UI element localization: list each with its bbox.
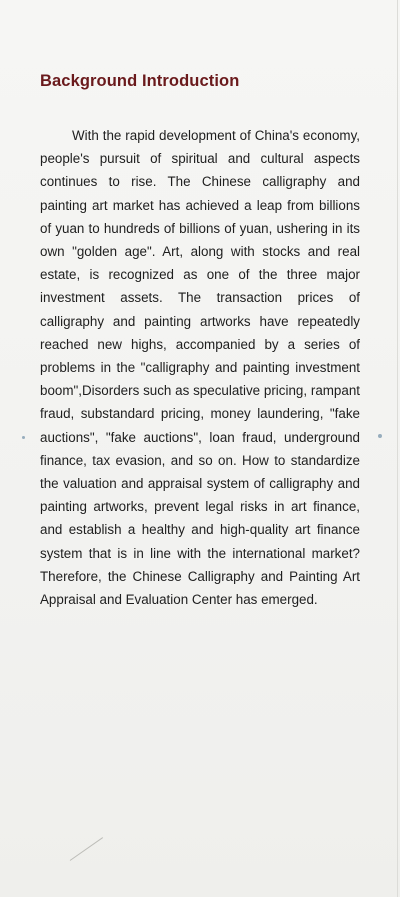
ink-speck bbox=[22, 436, 25, 439]
paper-scratch bbox=[70, 837, 103, 861]
page-edge-line bbox=[397, 0, 398, 897]
section-heading: Background Introduction bbox=[40, 72, 240, 90]
ink-speck bbox=[378, 434, 382, 438]
body-paragraph: With the rapid development of China's economy, people's pursuit of spiritual and cultural aspects continues to rise. The Chinese calligraphy and painting art market has achieved a leap from billions of yuan to hundreds of billions of yuan, ushering in its own "golden age". Art, along with stocks and real estate, is recognized as one of the three major investment assets. The transaction prices of calligraphy and painting artworks have repeatedly reached new highs, accompanied by a series of problems in the "calligraphy and painting investment boom",Disorders such as speculative pricing, rampant fraud, substandard pricing, money laundering, "fake auctions", "fake auctions", loan fraud, underground finance, tax evasion, and so on. How to standardize the valuation and appraisal system of calligraphy and painting artworks, prevent legal risks in art finance, and establish a healthy and high-quality art finance system that is in line with the international market? Therefore, the Chinese Calligraphy and Painting Art Appraisal and Evaluation Center has emerged. bbox=[40, 128, 360, 608]
